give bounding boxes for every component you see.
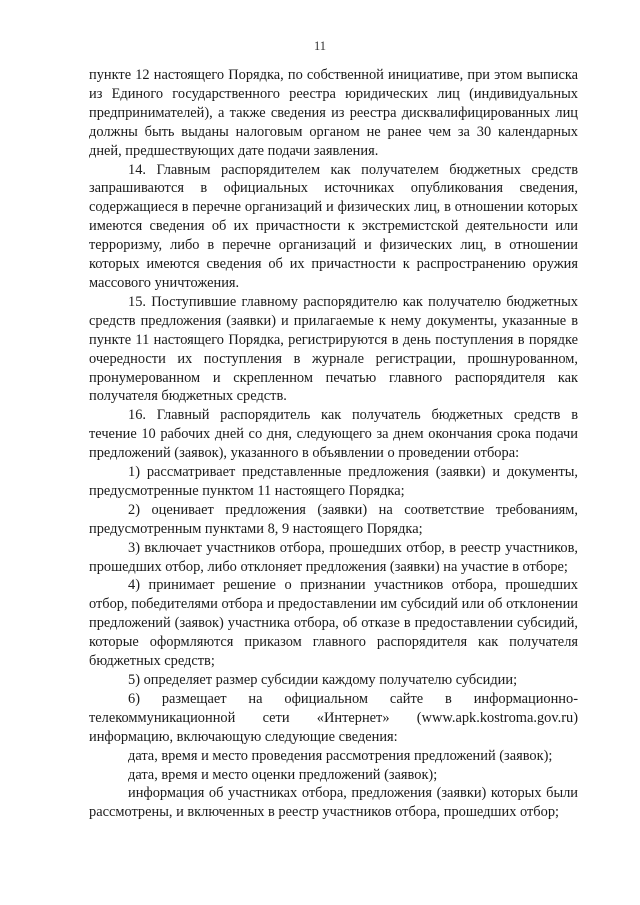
document-body — [89, 66, 578, 822]
subitem-3: 3) включает участников отбора, прошедших отбор, в реестр участников, прошедших отбор, либо отклоняет предложения (заявки) на участие в отборе; — [89, 539, 578, 575]
paragraph-item-16: 16. Главный распорядитель как получатель бюджетных средств в течение 10 рабочих дней со дня, следующего за днем окончания срока подачи предложений (заявок), указанного в объявлении о проведении отбора: — [89, 407, 578, 462]
info-line-review: дата, время и место проведения рассмотрения предложений (заявок); — [128, 747, 553, 764]
subitem-1: 1) рассматривает представленные предложения (заявки) и документы, предусмотренные пунктом 11 настоящего Порядка; — [89, 464, 578, 499]
paragraph-item-14: 14. Главным распорядителем как получателем бюджетных средств запрашиваются в официальных источниках опубликования сведения, содержащиеся в перечне организаций и физических лиц, в отношении которых имеются сведения об их причастности к экстремистской деятельности или терроризму, либо в перечне организаций и физических лиц, в отношении которых имеются сведения об их причастности к распространению оружия массового уничтожения. — [89, 161, 578, 291]
subitem-2: 2) оценивает предложения (заявки) на соответствие требованиям, предусмотренным пунктами 8, 9 настоящего Порядка; — [89, 501, 578, 537]
subitem-6: 6) размещает на официальном сайте в информационно-телекоммуникационной сети «Интернет» (www.apk.kostroma.gov.ru) информацию, включающую следующие сведения: — [89, 690, 578, 745]
info-line-participants: информация об участниках отбора, предложения (заявки) которых были рассмотрены, и включенных в реестр участников отбора, прошедших отбор; — [89, 785, 578, 821]
paragraph-continuation: пункте 12 настоящего Порядка, по собственной инициативе, при этом выписка из Единого государственного реестра юридических лиц (индивидуальных предпринимателей), а также сведения из реестра дисквалифицированных лиц должны быть выданы налоговым органом не ранее чем за 30 календарных дней, предшествующих дате подачи заявления. — [89, 67, 578, 159]
info-line-evaluation: дата, время и место оценки предложений (заявок); — [128, 766, 438, 783]
subitem-4: 4) принимает решение о признании участников отбора, прошедших отбор, победителями отбора и предоставлении им субсидий или об отклонении предложений (заявок) участника отбора, об отказе в предоставлении субсидий, которые оформляются приказом главного распорядителя как получателя бюджетных средств; — [89, 577, 578, 670]
subitem-5: 5) определяет размер субсидии каждому получателю субсидии; — [128, 672, 518, 688]
page-number: 11 — [313, 39, 327, 53]
paragraph-item-15: 15. Поступившие главному распорядителю как получателю бюджетных средств предложения (заявки) и прилагаемые к нему документы, указанные в пункте 11 настоящего Порядка, регистрируются в день поступления в порядке очередности их поступления в журнале регистрации, прошнурованном, пронумерованном и скрепленном печатью главного распорядителя как получателя бюджетных средств. — [89, 293, 578, 405]
